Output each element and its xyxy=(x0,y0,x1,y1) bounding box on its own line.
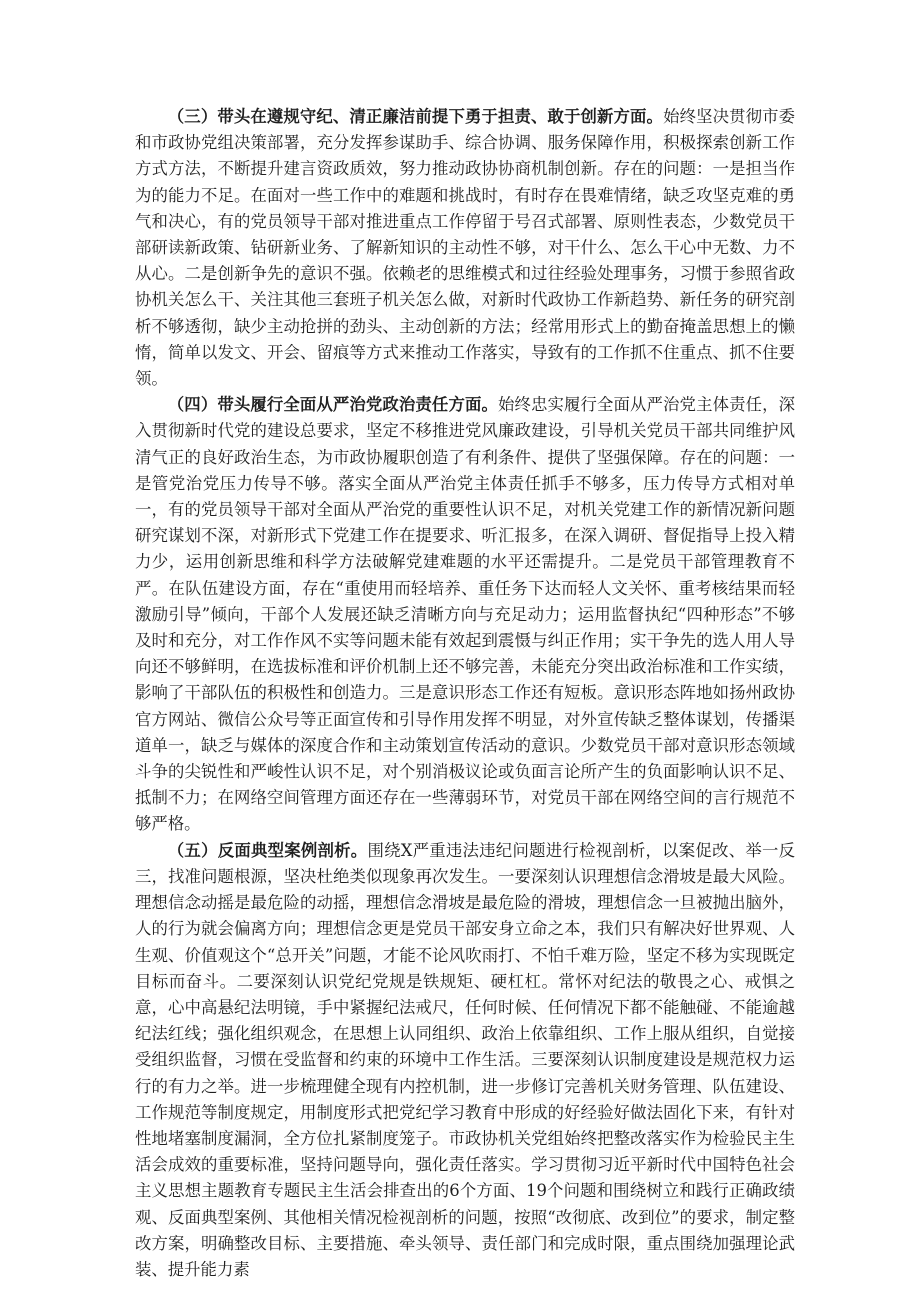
section-3-heading: （三）带头在遵规守纪、清正廉洁前提下勇于担责、敢于创新方面。 xyxy=(167,107,664,126)
section-3-body: 始终坚决贯彻市委和市政协党组决策部署，充分发挥参谋助手、综合协调、服务保障作用，积极探索创新工作方式方法，不断提升建言资政质效，努力推动政协协商机制创新。存在的问题：一是担当作为的能力不足。在面对一些工作中的难题和挑战时，有时存在畏难情绪，缺乏攻坚克难的勇气和决心，有的党员领导干部对推进重点工作停留于号召式部署、原则性表态，少数党员干部研读新政策、钻研新业务、了解新知识的主动性不够，对干什么、怎么干心中无数、力不从心。二是创新争先的意识不强。依赖老的思维模式和过往经验处理事务，习惯于参照省政协机关怎么干、关注其他三套班子机关怎么做，对新时代政协工作新趋势、新任务的研究剖析不够透彻，缺少主动抢拼的劲头、主动创新的方法；经常用形式上的勤奋掩盖思想上的懒惰，简单以发文、开会、留痕等方式来推动工作落实，导致有的工作抓不住重点、抓不住要领。 xyxy=(135,107,796,389)
section-4-body: 始终忠实履行全面从严治党主体责任，深入贯彻新时代党的建设总要求，坚定不移推进党风廉政建设，引导机关党员干部共同维护风清气正的良好政治生态，为市政协履职创造了有利条件、提供了坚强保障。存在的问题：一是管党治党压力传导不够。落实全面从严治党主体责任抓手不够多，压力传导方式相对单一，有的党员领导干部对全面从严治党的重要性认识不足，对机关党建工作的新情况新问题研究谋划不深，对新形式下党建工作在提要求、听汇报多，在深入调研、督促指导上投入精力少，运用创新思维和科学方法破解党建难题的水平还需提升。二是党员干部管理教育不严。在队伍建设方面，存在“重使用而轻培养、重任务下达而轻人文关怀、重考核结果而轻激励引导”倾向，干部个人发展还缺乏清晰方向与充足动力；运用监督执纪“四种形态”不够及时和充分，对工作作风不实等问题未能有效起到震慑与纠正作用；实干争先的选人用人导向还不够鲜明，在选拔标准和评价机制上还不够完善，未能充分突出政治标准和工作实绩，影响了干部队伍的积极性和创造力。三是意识形态工作还有短板。意识形态阵地如扬州政协官方网站、微信公众号等正面宣传和引导作用发挥不明显，对外宣传缺乏整体谋划，传播渠道单一，缺乏与媒体的深度合作和主动策划宣传活动的意识。少数党员干部对意识形态领域斗争的尖锐性和严峻性认识不足，对个别消极议论或负面言论所产生的负面影响认识不足、抵制不力；在网络空间管理方面还存在一些薄弱环节，对党员干部在网络空间的言行规范不够严格。 xyxy=(135,395,796,834)
document-page xyxy=(135,104,795,1283)
section-4-paragraph xyxy=(135,392,795,837)
section-5-body: 围绕X严重违法违纪问题进行检视剖析，以案促改、举一反三，找准问题根源，坚决杜绝类似现象再次发生。一要深刻认识理想信念滑坡是最大风险。理想信念动摇是最危险的动摇，理想信念滑坡是最危险的滑坡，理想信念一旦被抛出脑外，人的行为就会偏离方向；理想信念更是党员干部安身立命之本，我们只有解决好世界观、人生观、价值观这个“总开关”问题，才能不论风吹雨打、不怕千难万险，坚定不移为实现既定目标而奋斗。二要深刻认识党纪党规是铁规矩、硬杠杠。常怀对纪法的敬畏之心、戒惧之意，心中高悬纪法明镜，手中紧握纪法戒尺，任何时候、任何情况下都不能触碰、不能逾越纪法红线；强化组织观念，在思想上认同组织、政治上依靠组织、工作上服从组织，自觉接受组织监督，习惯在受监督和约束的环境中工作生活。三要深刻认识制度建设是规范权力运行的有力之举。进一步梳理健全现有内控机制，进一步修订完善机关财务管理、队伍建设、工作规范等制度规定，用制度形式把党纪学习教育中形成的好经验好做法固化下来，有针对性地堵塞制度漏洞，全方位扎紧制度笼子。市政协机关党组始终把整改落实作为检验民主生活会成效的重要标准，坚持问题导向，强化责任落实。学习贯彻习近平新时代中国特色社会主义思想主题教育专题民主生活会排查出的6个方面、19个问题和围绕树立和践行正确政绩观、反面典型案例、其他相关情况检视剖析的问题，按照“改彻底、改到位”的要求，制定整改方案，明确整改目标、主要措施、牵头领导、责任部门和完成时限，重点围绕加强理论武装、提升能力素 xyxy=(135,840,796,1279)
section-3-paragraph xyxy=(135,104,795,392)
section-4-heading: （四）带头履行全面从严治党政治责任方面。 xyxy=(167,395,498,415)
section-5-heading: （五）反面典型案例剖析。 xyxy=(167,840,368,860)
section-5-paragraph xyxy=(135,838,795,1283)
